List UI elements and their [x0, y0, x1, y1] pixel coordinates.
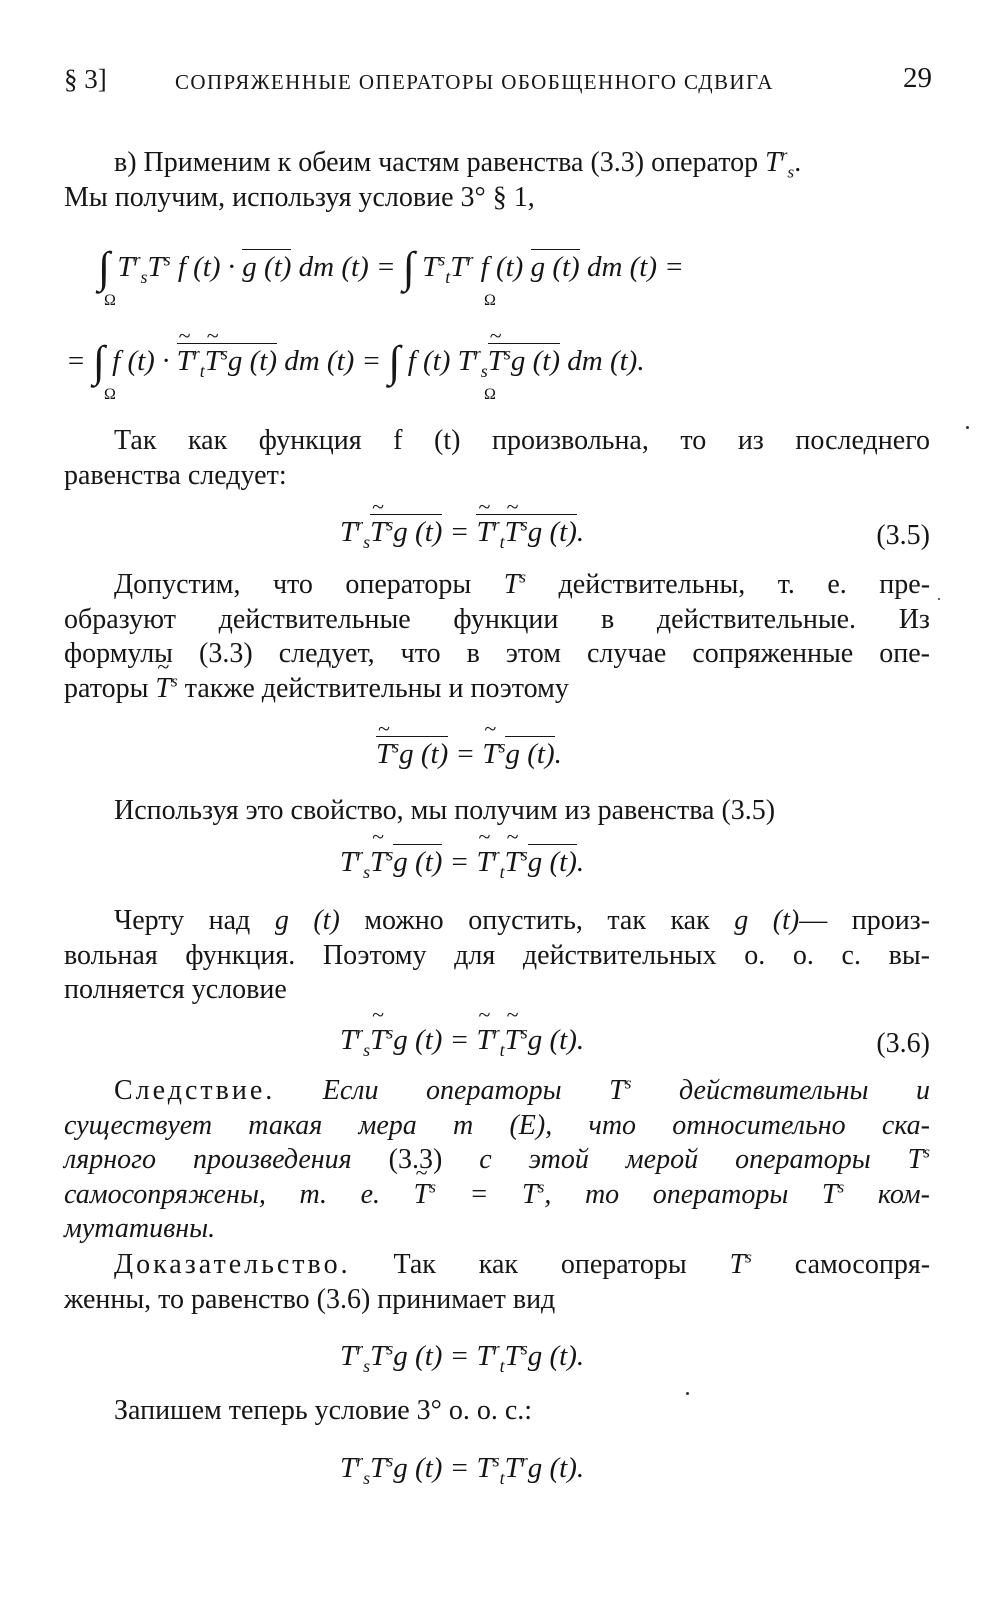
equation-self-adjoint: $T^r_sT^sg$ $(t) = T^r_tT^sg$ (t). — [340, 1338, 585, 1376]
scan-speck — [686, 1392, 689, 1395]
paragraph-apply-operator: в) Применим к обеим частям равенства (3.3) оператор $T^r_s$. Мы получим, используя условие 3° § 1, — [64, 145, 802, 213]
paragraph-corollary: Следствие. Если операторы $T^s$ действительны и существует такая мера m (E), что относительно ска- лярного произведения (3.3) с этой мерой операторы $T^s$ самосопряжены, т. е. ~ $T^s = T^s$, то операторы $T^s$ ком- мутативны. — [64, 1074, 930, 1247]
paragraph-write-condition: Запишем теперь условие 3° о. о. с.: — [114, 1395, 533, 1426]
omega-subscript: Ω — [104, 292, 116, 309]
equation-3-5: $T^r_s\sim$ $T^sg$ (t) = ~ $T^r_t\sim$ $T^sg$ (t). — [340, 516, 584, 549]
paragraph-since-arbitrary: Так как функция f (t) произвольна, то из последнего равенства следует: — [64, 425, 930, 491]
equation-derived: $T^r_s\sim$ $T^sg$ (t) = ~ $T^r_t\sim$ $T^sg$ (t). — [340, 846, 584, 879]
scan-speck — [966, 426, 969, 429]
paragraph-using-property: Используя это свойство, мы получим из равенства (3.5) — [114, 795, 776, 826]
integral-equation-line-2: = ∫ f (t) · ~ $T^r_t\sim$ $T^sg$ (t) dm (t) = ∫ f (t) $T^r_s\sim$ $T^sg$ (t) dm (t). — [66, 330, 645, 381]
equation-label-3-6: (3.6) — [876, 1028, 930, 1059]
page-number: 29 — [903, 62, 932, 94]
equation-label-3-5: (3.5) — [876, 520, 930, 551]
running-title: СОПРЯЖЕННЫЕ ОПЕРАТОРЫ ОБОБЩЕННОГО СДВИГА — [175, 70, 774, 94]
scan-speck — [938, 598, 940, 600]
integral-equation-line-1: ∫ $T^r_sT^s$ f (t) · g (t) dm (t) = ∫ $T^s_tT^r$ f (t) g (t) dm (t) = — [98, 243, 684, 292]
paragraph-drop-bar: Черту над g (t) можно опустить, так как g (t)— произ- вольная функция. Поэтому для действительных о. о. с. вы- полняется условие — [64, 905, 931, 1005]
equation-condition-3: $T^r_sT^sg$ $(t) = T^s_tT^rg$ (t). — [340, 1450, 585, 1488]
equation-real-conjugate: ~ $T^sg$ (t) = ~ $T^sg$ (t). — [376, 738, 562, 771]
omega-subscript: Ω — [104, 386, 116, 403]
paragraph-proof: Доказательство. Так как операторы $T^s$ самосопря- женны, то равенство (3.6) принимает вид — [64, 1247, 931, 1315]
paragraph-suppose-real: Допустим, что операторы $T^s$ действительны, т. е. пре- образуют действительные функции в действительные. Из формулы (3.3) следует, что в этом случае сопряженные опе- раторы ~ $T^s$ также действительны и поэтому — [64, 568, 930, 706]
section-marker: § 3] — [64, 64, 107, 94]
equation-3-6: $T^r_s\sim$ $T^sg$ (t) = ~ $T^r_t\sim$ $T^sg$ (t). — [340, 1024, 584, 1057]
omega-subscript: Ω — [484, 386, 496, 403]
omega-subscript: Ω — [484, 292, 496, 309]
